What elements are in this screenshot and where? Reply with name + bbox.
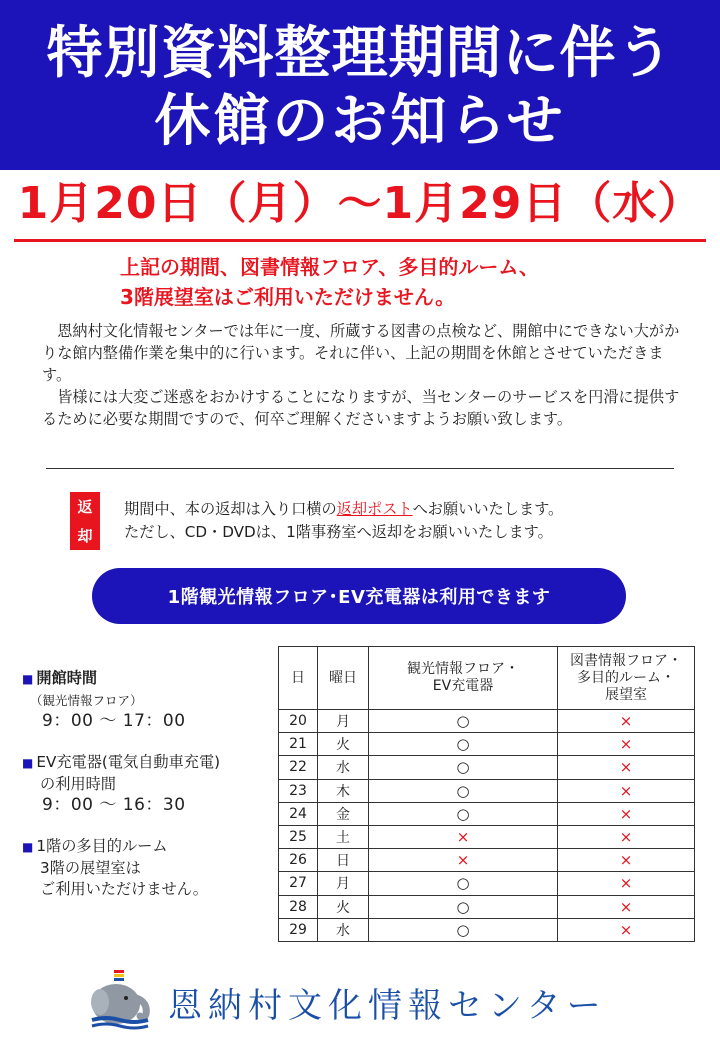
bullet-square-icon: ■ — [22, 756, 34, 770]
cell-tourism: ○ — [369, 756, 558, 779]
cell-day: 20 — [279, 710, 318, 733]
return-badge — [70, 492, 100, 550]
table-row — [279, 802, 695, 825]
cell-library: × — [558, 895, 695, 918]
cell-day: 26 — [279, 849, 318, 872]
header-library-line-1: 図書情報フロア・ — [570, 652, 682, 669]
return-notice — [124, 498, 684, 544]
table-row — [279, 895, 695, 918]
ev-section — [22, 752, 282, 816]
cell-weekday: 木 — [318, 779, 369, 802]
body-paragraph-2: 皆様には大変ご迷惑をおかけすることになりますが、当センターのサービスを円滑に提供するために必要な期間ですので、何卒ご理解くださいますようお願い致します。 — [42, 388, 680, 428]
header-day: 日 — [279, 647, 318, 710]
table-row — [279, 733, 695, 756]
bullet-square-icon: ■ — [22, 840, 34, 854]
return-line-1-pre: 期間中、本の返却は入り口横の — [124, 500, 337, 518]
bullet-square-icon: ■ — [22, 672, 34, 686]
cell-weekday: 火 — [318, 895, 369, 918]
cell-library: × — [558, 872, 695, 895]
ev-title: EV充電器(電気自動車充電) — [36, 753, 221, 771]
cell-library: × — [558, 710, 695, 733]
cell-tourism: ○ — [369, 710, 558, 733]
rooms-line-3: ご利用いただけません。 — [40, 880, 208, 898]
header-tourism — [369, 647, 558, 710]
table-row — [279, 849, 695, 872]
table-row — [279, 779, 695, 802]
return-post-link[interactable]: 返却ポスト — [336, 500, 413, 518]
return-badge-char-1: 返 — [77, 498, 93, 516]
title-line-2: 休館のお知らせ — [154, 89, 566, 154]
cell-library: × — [558, 779, 695, 802]
footer-organization-name: 恩納村文化情報センター — [168, 986, 607, 1026]
hours-time: 9：00 ～ 17：00 — [42, 711, 186, 731]
cell-library: × — [558, 849, 695, 872]
header-weekday: 曜日 — [318, 647, 369, 710]
cell-tourism: ○ — [369, 872, 558, 895]
cell-tourism: ○ — [369, 895, 558, 918]
cell-weekday: 金 — [318, 802, 369, 825]
cell-day: 24 — [279, 802, 318, 825]
rooms-line-1: 1階の多目的ルーム — [36, 837, 168, 855]
cell-tourism: ○ — [369, 918, 558, 941]
closure-notice — [120, 252, 680, 312]
closure-dates: 1月20日（月）～1月29日（水） — [17, 178, 703, 229]
cell-tourism: ○ — [369, 733, 558, 756]
schedule-table — [278, 646, 695, 942]
cell-day: 22 — [279, 756, 318, 779]
table-row — [279, 756, 695, 779]
cell-library: × — [558, 802, 695, 825]
cell-day: 28 — [279, 895, 318, 918]
cell-tourism: × — [369, 849, 558, 872]
header-library — [558, 647, 695, 710]
cell-day: 23 — [279, 779, 318, 802]
table-row — [279, 872, 695, 895]
cell-weekday: 土 — [318, 825, 369, 848]
cell-weekday: 月 — [318, 872, 369, 895]
cell-weekday: 火 — [318, 733, 369, 756]
available-services-banner: 1階観光情報フロア･EV充電器は利用できます — [92, 568, 626, 624]
cell-weekday: 水 — [318, 918, 369, 941]
cell-library: × — [558, 733, 695, 756]
rooms-line-2: 3階の展望室は — [40, 859, 141, 877]
cell-day: 21 — [279, 733, 318, 756]
rooms-section — [22, 836, 282, 900]
opening-hours-section — [22, 668, 282, 732]
return-line-1-post: へお願いいたします。 — [412, 500, 564, 518]
table-row — [279, 825, 695, 848]
title-banner — [0, 0, 720, 170]
divider-line — [46, 468, 674, 469]
hours-subtitle: （観光情報フロア） — [30, 693, 143, 708]
table-header-row — [279, 647, 695, 710]
header-library-line-3: 展望室 — [605, 686, 647, 703]
cell-day: 25 — [279, 825, 318, 848]
return-line-2: ただし、CD・DVDは、1階事務室へ返却をお願いいたします。 — [124, 523, 553, 541]
cell-tourism: × — [369, 825, 558, 848]
ev-title-2: の利用時間 — [40, 775, 116, 793]
cell-weekday: 月 — [318, 710, 369, 733]
body-text — [42, 320, 688, 430]
cell-day: 29 — [279, 918, 318, 941]
cell-weekday: 水 — [318, 756, 369, 779]
elephant-logo-icon — [86, 968, 154, 1030]
header-tourism-line-2: EV充電器 — [432, 678, 494, 694]
cell-library: × — [558, 825, 695, 848]
closure-notice-line-2: 3階展望室はご利用いただけません。 — [120, 285, 456, 309]
return-line-1 — [124, 498, 684, 521]
header-library-line-2: 多目的ルーム・ — [577, 669, 675, 686]
title-line-1: 特別資料整理期間に伴う — [46, 21, 674, 86]
closure-notice-line-1: 上記の期間、図書情報フロア、多目的ルーム、 — [120, 255, 539, 279]
return-badge-char-2: 却 — [77, 527, 93, 545]
ev-time: 9：00 ～ 16：30 — [42, 795, 186, 815]
cell-day: 27 — [279, 872, 318, 895]
divider-red — [14, 239, 706, 242]
table-row — [279, 710, 695, 733]
cell-library: × — [558, 918, 695, 941]
info-sidebar — [22, 668, 282, 920]
body-paragraph-1: 恩納村文化情報センターでは年に一度、所蔵する図書の点検など、開館中にできない大がかりな館内整備作業を集中的に行います。それに伴い、上記の期間を休館とさせていただきます。 — [42, 322, 680, 384]
cell-weekday: 日 — [318, 849, 369, 872]
cell-library: × — [558, 756, 695, 779]
cell-tourism: ○ — [369, 802, 558, 825]
cell-tourism: ○ — [369, 779, 558, 802]
table-row — [279, 918, 695, 941]
header-tourism-line-1: 観光情報フロア・ — [407, 661, 519, 677]
hours-title: 開館時間 — [36, 669, 98, 687]
